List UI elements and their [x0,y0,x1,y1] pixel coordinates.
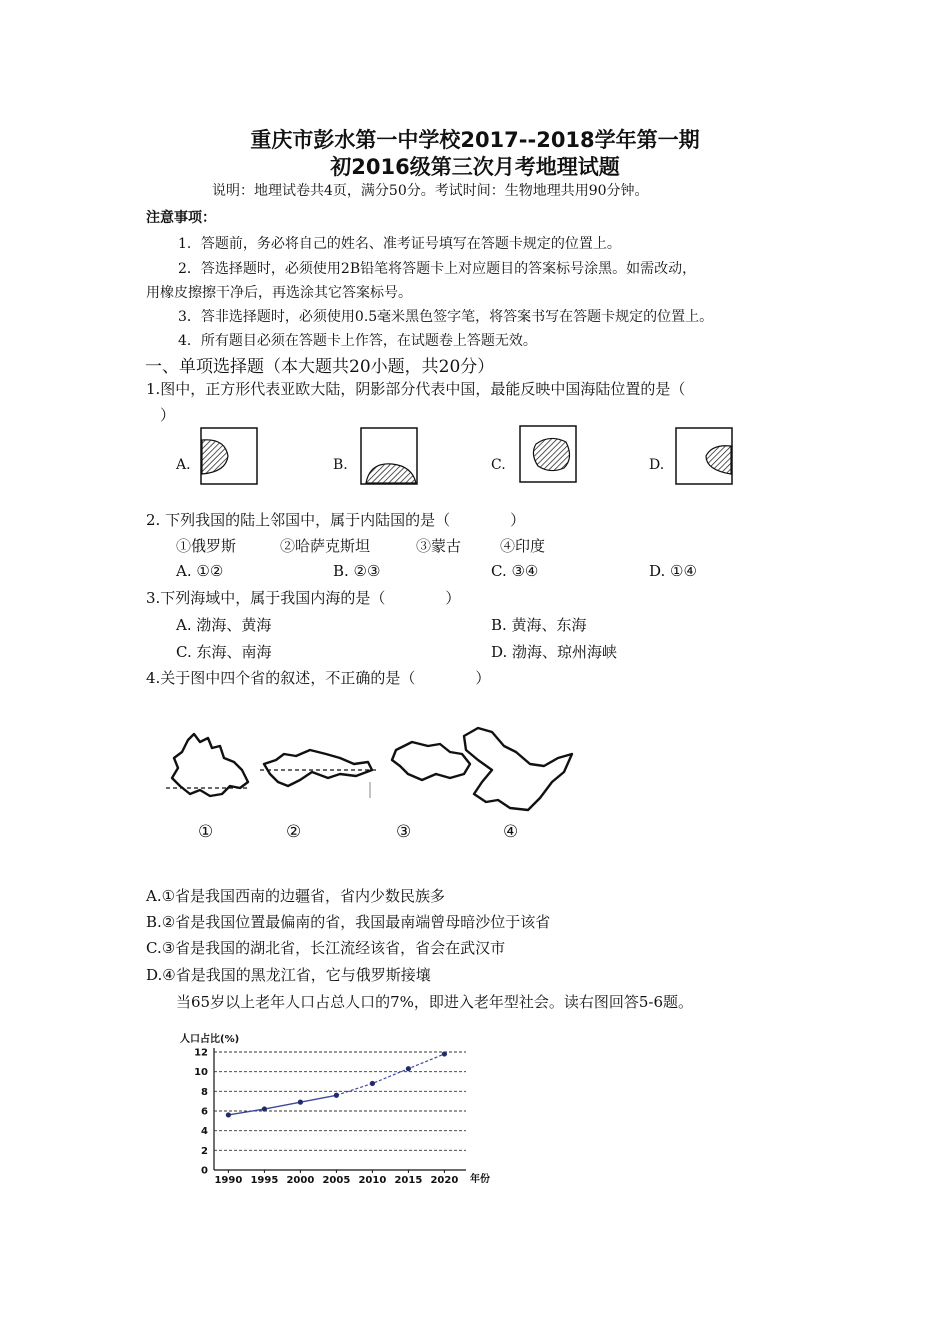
q1-option-c-label: C. [491,457,506,473]
q2-item-1: ①俄罗斯 [176,537,237,555]
q4-stem: 4.关于图中四个省的叙述，不正确的是（ ） [146,669,491,687]
province-3-outline [392,742,470,780]
q4-option-b: B.②省是我国位置最偏南的省，我国最南端曾母暗沙位于该省 [146,913,551,931]
q4-label-3: ③ [396,822,412,842]
q2-item-3: ③蒙古 [416,537,462,555]
chart-data-point [262,1106,267,1111]
exam-info: 说明：地理试卷共4页，满分50分。考试时间：生物地理共用90分钟。 [212,183,649,199]
q3-option-b: B. 黄海、东海 [491,616,587,634]
q1-option-c-box [520,426,576,482]
chart-data-point [406,1066,411,1071]
chart-y-tick-label: 10 [194,1067,208,1079]
q4-label-1: ① [198,822,214,842]
chart-y-tick-label: 0 [201,1165,208,1177]
chart-y-tick-label: 4 [201,1126,208,1138]
chart-x-tick-label: 2015 [394,1175,423,1186]
note-1: 1．答题前，务必将自己的姓名、准考证号填写在答题卡规定的位置上。 [178,236,621,252]
q4-label-2: ② [286,822,302,842]
note-2-cont: 用橡皮擦擦干净后，再选涂其它答案标号。 [146,285,412,301]
province-1-outline [172,734,248,796]
chart-x-tick-label: 1995 [250,1175,279,1186]
notes-heading: 注意事项： [146,210,216,226]
q1-option-b-box [361,428,417,484]
note-2: 2．答选择题时，必须使用2B铅笔将答题卡上对应题目的答案标号涂黑。如需改动， [178,261,697,277]
q3-stem: 3.下列海域中，属于我国内海的是（ ） [146,589,461,607]
q2-stem: 2. 下列我国的陆上邻国中，属于内陆国的是（ ） [146,511,526,529]
q3-option-a: A. 渤海、黄海 [176,616,272,634]
chart-data-point [442,1051,447,1056]
q4-province-maps [160,720,590,820]
chart-x-tick-label: 2020 [430,1175,459,1186]
note-3: 3．答非选择题时，必须使用0.5毫米黑色签字笔，将答案书写在答题卡规定的位置上。 [178,309,714,325]
q5-6-intro: 当65岁以上老年人口占总人口的7%，即进入老年型社会。读右图回答5-6题。 [176,993,694,1011]
q1-stem: 1.图中，正方形代表亚欧大陆，阴影部分代表中国，最能反映中国海陆位置的是（ [146,380,686,398]
q1-option-d-box [676,428,732,484]
chart-data-point [298,1100,303,1105]
chart-x-tick-label: 2010 [358,1175,387,1186]
province-2-outline [264,750,372,786]
chart-y-axis-label: 人口占比(%) [180,1034,240,1045]
q4-option-d: D.④省是我国的黑龙江省，它与俄罗斯接壤 [146,966,431,984]
q4-label-4: ④ [503,822,519,842]
chart-data-point [334,1093,339,1098]
q2-option-b: B. ②③ [333,562,381,580]
q2-option-d: D. ①④ [649,562,697,580]
q1-stem-end: ） [160,406,176,424]
q3-option-d: D. 渤海、琼州海峡 [491,643,618,661]
exam-title-line1: 重庆市彭水第一中学校2017--2018学年第一期 [250,128,700,152]
chart-x-tick-label: 2000 [286,1175,315,1186]
chart-y-tick-label: 12 [194,1047,208,1059]
q2-item-4: ④印度 [500,537,546,555]
chart-x-tick-label: 1990 [214,1175,243,1186]
q2-option-a: A. ①② [176,562,224,580]
chart-y-tick-label: 8 [201,1086,208,1098]
chart-y-tick-label: 6 [201,1106,208,1118]
population-chart [170,1030,500,1195]
q2-option-c: C. ③④ [491,562,539,580]
province-4-outline [464,728,572,810]
chart-series-line-projection [336,1054,444,1095]
exam-title-line2: 初2016级第三次月考地理试题 [330,155,620,179]
q1-option-a-box [201,428,257,484]
chart-data-point [226,1112,231,1117]
chart-x-tick-label: 2005 [322,1175,351,1186]
q4-option-c: C.③省是我国的湖北省，长江流经该省，省会在武汉市 [146,939,506,957]
q3-option-c: C. 东海、南海 [176,643,272,661]
chart-data-point [370,1081,375,1086]
chart-x-axis-label: 年份 [470,1174,490,1185]
q2-item-2: ②哈萨克斯坦 [280,537,371,555]
chart-y-tick-label: 2 [201,1145,208,1157]
q1-figure [140,420,780,500]
q4-option-a: A.①省是我国西南的边疆省，省内少数民族多 [146,887,446,905]
q1-option-a-label: A. [176,457,191,473]
q1-option-b-label: B. [333,457,348,473]
section-heading: 一、单项选择题（本大题共20小题，共20分） [145,357,495,377]
note-4: 4．所有题目必须在答题卡上作答，在试题卷上答题无效。 [178,333,537,349]
q1-option-d-label: D. [649,457,665,473]
chart-series-line [228,1095,336,1115]
